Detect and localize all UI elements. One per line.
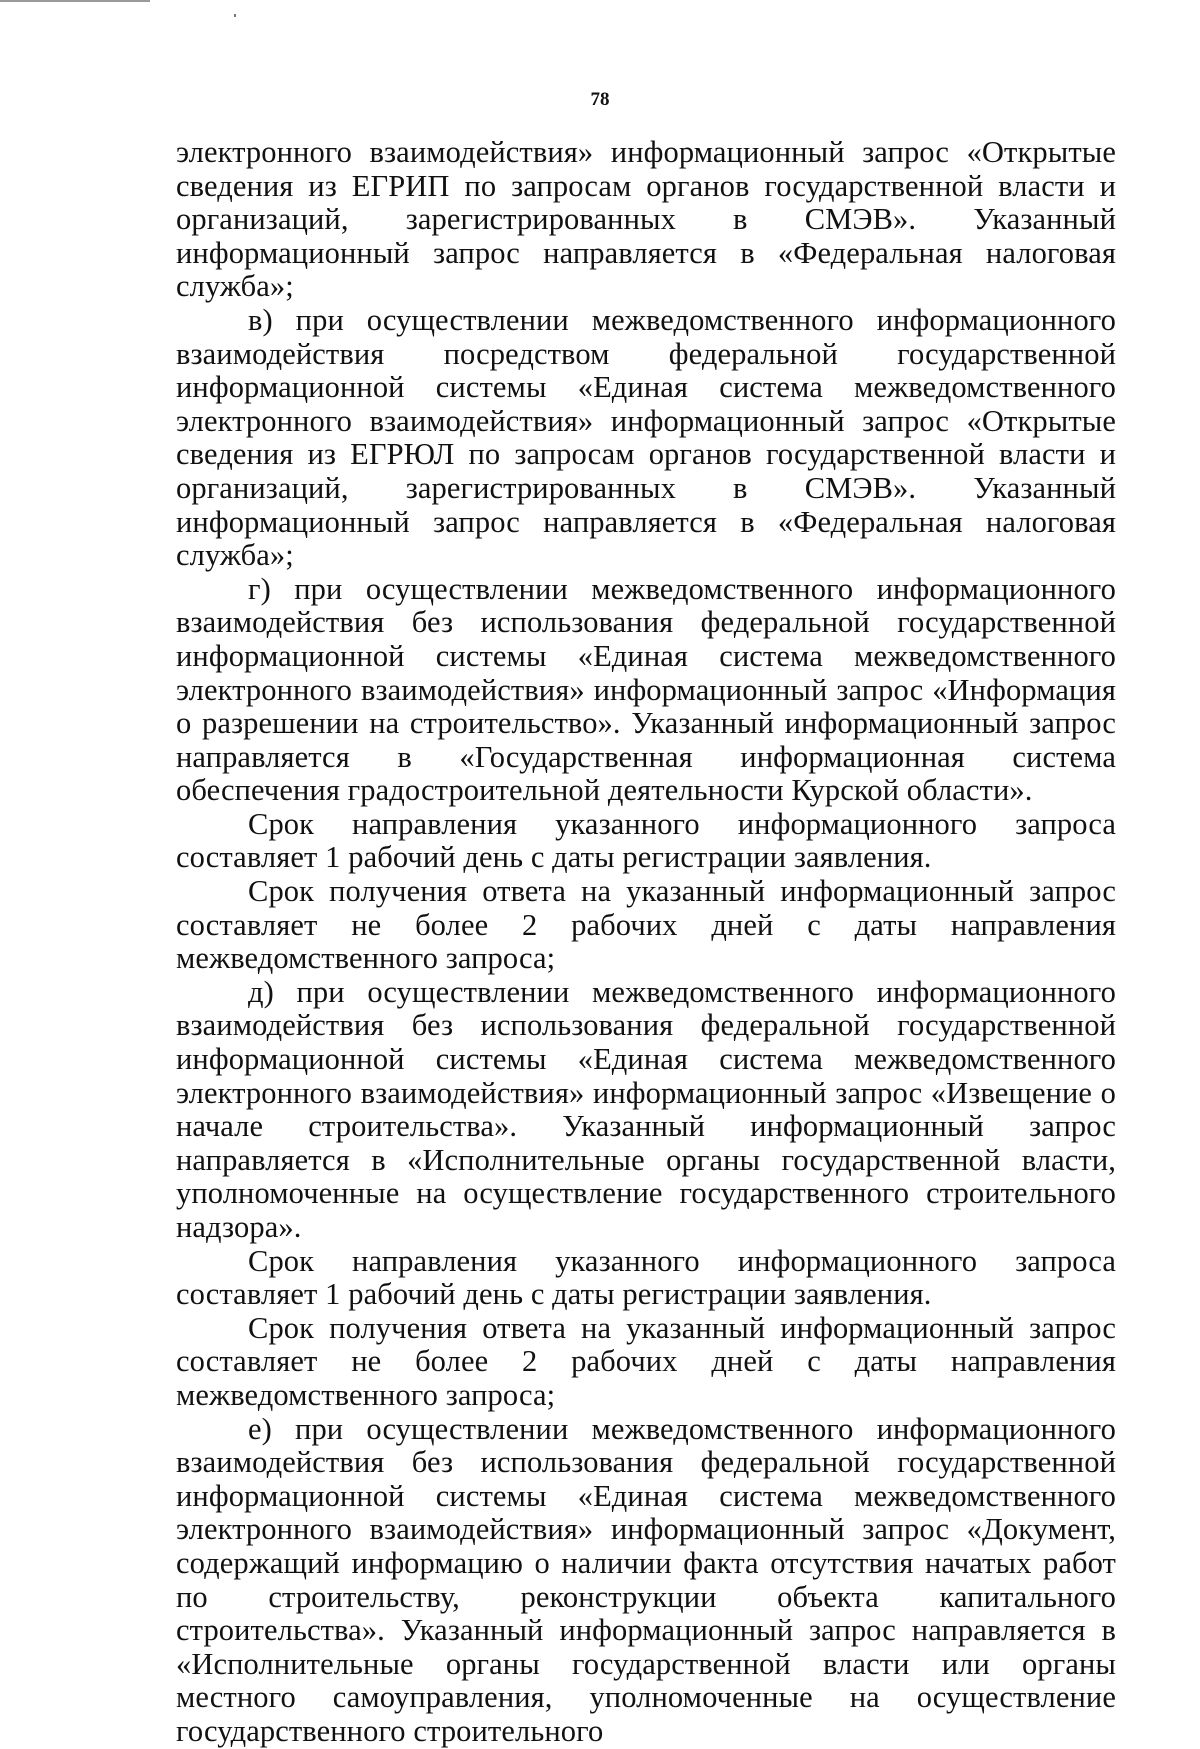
- scan-dust-mark: [234, 14, 236, 17]
- paragraph-continuation: электронного взаимодействия» информационный запрос «Открытые сведения из ЕГРИП по запросам органов государственной власти и организаций, зарегистрированных в СМЭВ». Указанный информационный запрос направляется в «Федеральная налоговая служба»;: [176, 135, 1116, 304]
- page-number: 78: [590, 89, 610, 110]
- paragraph-item-g: г) при осуществлении межведомственного информационного взаимодействия без использования федеральной государственной информационной системы «Единая система межведомственного электронного взаимодействия» информационный запрос «Информация о разрешении на строительство». Указанный информационный запрос направляется в «Государственная информационная система обеспечения градостроительной деятельности Курской области».: [176, 571, 1116, 808]
- paragraph-request-deadline: Срок направления указанного информационного запроса составляет 1 рабочий день с даты регистрации заявления.: [176, 806, 1116, 875]
- scan-edge-mark: [0, 0, 150, 2]
- paragraph-item-v: в) при осуществлении межведомственного информационного взаимодействия посредством федеральной государственной информационной системы «Единая система межведомственного электронного взаимодействия» информационный запрос «Открытые сведения из ЕГРЮЛ по запросам органов государственной власти и организаций, зарегистрированных в СМЭВ». Указанный информационный запрос направляется в «Федеральная налоговая служба»;: [176, 302, 1116, 573]
- paragraph-item-e: е) при осуществлении межведомственного информационного взаимодействия без использования федеральной государственной информационной системы «Единая система межведомственного электронного взаимодействия» информационный запрос «Документ, содержащий информацию о наличии факта отсутствия начатых работ по строительству, реконструкции объекта капитального строительства». Указанный информационный запрос направляется в «Исполнительные органы государственной власти или органы местного самоуправления, уполномоченные на осуществление государственного строительного: [176, 1411, 1116, 1748]
- paragraph-response-deadline: Срок получения ответа на указанный информационный запрос составляет не более 2 рабочих дней с даты направления межведомственного запроса;: [176, 1310, 1116, 1412]
- paragraph-response-deadline: Срок получения ответа на указанный информационный запрос составляет не более 2 рабочих дней с даты направления межведомственного запроса;: [176, 874, 1116, 976]
- paragraph-request-deadline: Срок направления указанного информационного запроса составляет 1 рабочий день с даты регистрации заявления.: [176, 1243, 1116, 1312]
- paragraph-item-d: д) при осуществлении межведомственного информационного взаимодействия без использования федеральной государственной информационной системы «Единая система межведомственного электронного взаимодействия» информационный запрос «Извещение о начале строительства». Указанный информационный запрос направляется в «Исполнительные органы государственной власти, уполномоченные на осуществление государственного строительного надзора».: [176, 974, 1116, 1244]
- document-body: [176, 136, 1116, 1749]
